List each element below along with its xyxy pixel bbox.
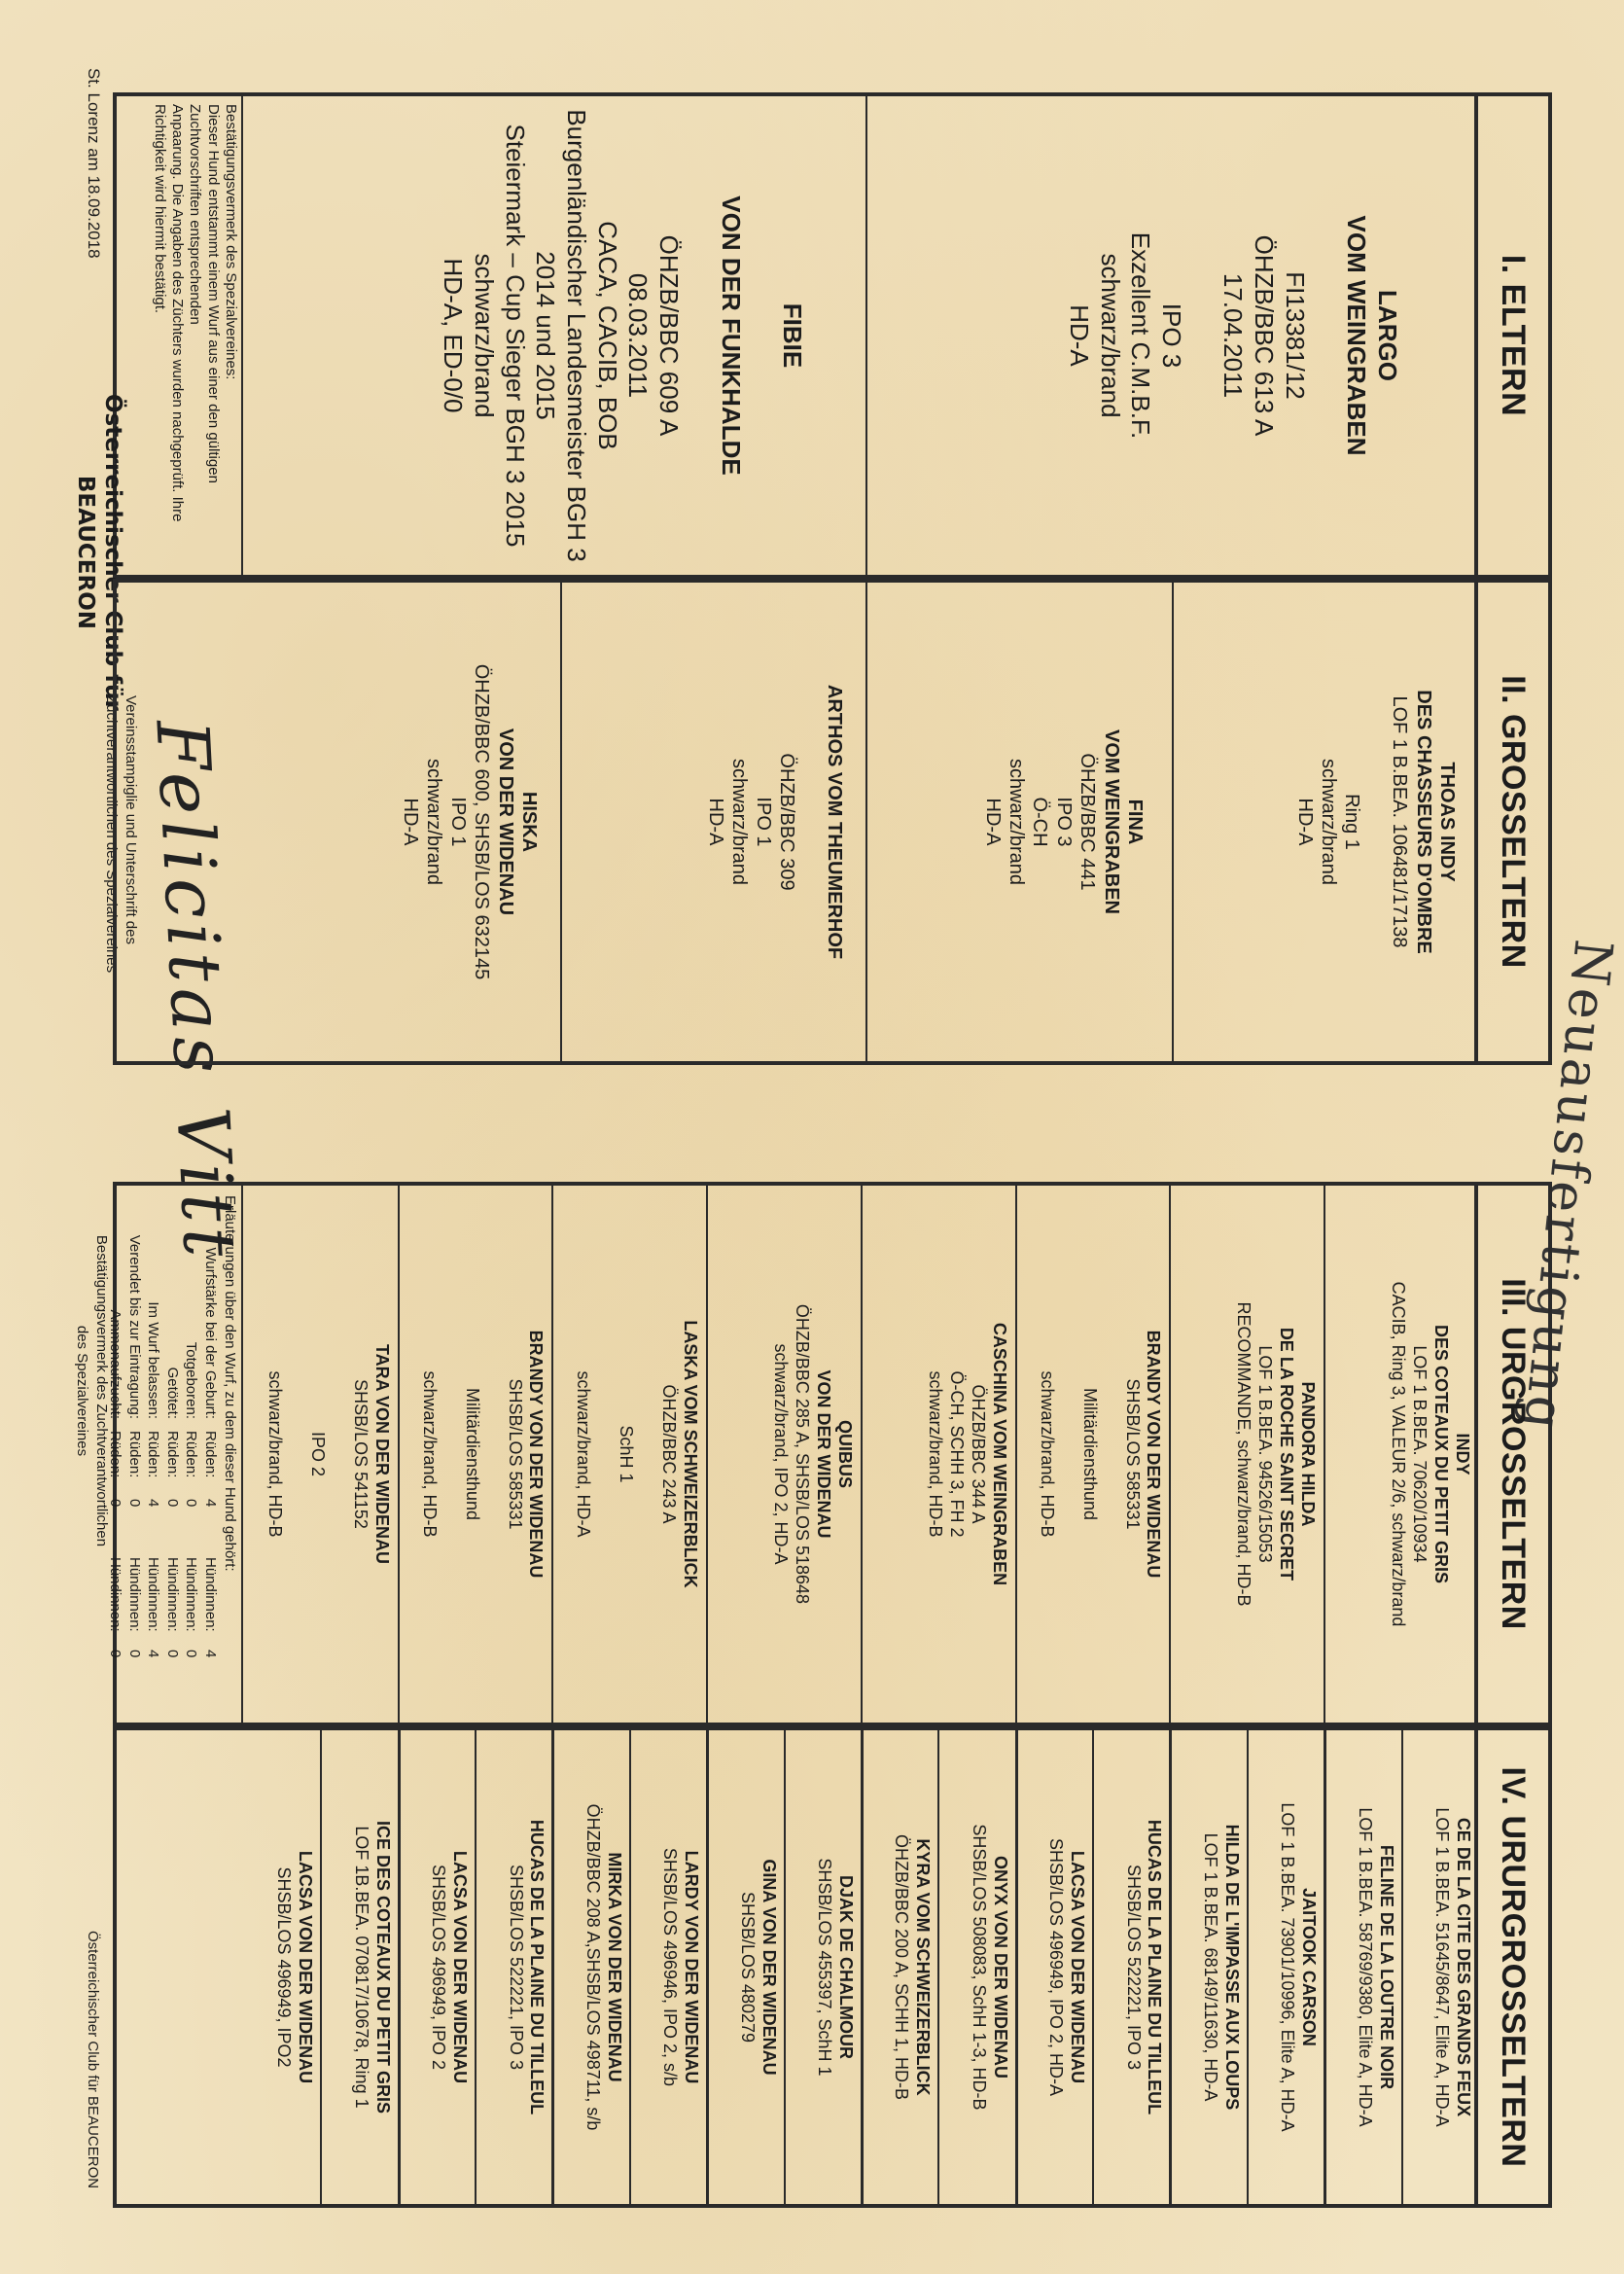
great-grandparent-line: schwarz/brand, IPO 2, HD-A [771,1343,792,1565]
great-great-grandparent-line: SHSB/LOS 508083, SchH 1-3, HD-B [969,1824,989,2111]
grandparent-line: FINA [1124,799,1146,845]
sire-line: FI13381/12 [1280,271,1310,400]
grandparent-line [1363,583,1387,1061]
sire-line: 17.04.2011 [1218,272,1249,399]
grandparent-line: schwarz/brand [1006,758,1028,886]
great-grandparent-line [636,1186,657,1723]
grandparent-line: DES CHASSEURS D'OMBRE [1412,690,1434,954]
litter-cell: 0 [107,1499,124,1508]
great-great-grandparent-line: ICE DES COTEAUX DU PETIT GRIS [372,1820,393,2114]
great-great-grandparent-line: LACSA VON DER WIDENAU [450,1850,471,2084]
litter-row [124,1195,144,1713]
great-great-grandparent-cell [1401,1730,1478,2204]
great-great-grandparent-details [736,1730,779,2204]
grandparent-3-details [704,583,846,1061]
great-grandparent-line: CACIB, Ring 3, VALEUR 2/6, schwarz/brand [1389,1281,1409,1627]
litter-cell: Hündinnen: [201,1557,219,1632]
dam-line: FIBIE [778,302,807,369]
great-great-grandparent-line: LOF 1B.BEA. 070817/10678, Ring 1 [351,1826,371,2109]
great-great-grandparent-cell [861,1730,937,2204]
great-great-grandparent-cell [243,1730,320,2204]
litter-cell: Hündinnen: [145,1557,162,1632]
grandparent-line: ÖHZB/BBC 441 [1077,753,1099,891]
grandparent-line: Ö-CH [1029,797,1051,847]
litter-row [162,1195,182,1713]
great-great-grandparent-cell [398,1730,475,2204]
great-great-grandparent-details [1044,1730,1087,2204]
great-great-grandparent-line: SHSB/LOS 496946, IPO 2, s/b [660,1847,681,2087]
great-great-grandparent-details [658,1730,701,2204]
great-grandparent-line: LOF 1 B.BEA. 70620/10934 [1410,1345,1430,1563]
great-grandparent-line: schwarz/brand, HD-B [1037,1370,1057,1538]
dam-line: schwarz/brand [469,253,499,418]
great-great-grandparent-details [505,1730,547,2204]
sire-line: LARGO [1373,290,1402,381]
great-grandparent-line [328,1186,349,1723]
great-grandparent-line: ÖHZB/BBC 243 A [659,1384,680,1524]
great-grandparent-line: schwarz/brand, HD-B [265,1370,285,1538]
great-grandparent-line: CASCHINA VOM WEINGRABEN [989,1322,1009,1586]
sire-box [865,96,1478,575]
great-grandparent-line: BRANDY VON DER WIDENAU [1144,1330,1164,1579]
stamp-caption-line-1: Vereinsstampiglie und Unterschrift des [123,695,139,944]
dam-line: 2014 und 2015 [531,251,561,420]
grandparent-line: IPO 3 [1052,797,1075,847]
grandparent-line: IPO 1 [752,797,774,847]
great-grandparent-line: SHSB/LOS 585331 [505,1378,525,1530]
great-great-grandparent-line: LOF 1 B.BEA. 58769/9380, Elite A, HD-A [1355,1807,1375,2127]
great-great-grandparents-header: IV. URURGROSSELTERN [1474,1730,1548,2204]
confirmation-text [151,104,239,567]
great-grandparent-line: BRANDY VON DER WIDENAU [526,1330,547,1579]
dam-line: 08.03.2011 [623,272,653,399]
great-grandparent-line: LOF 1 B.BEA. 94526/15053 [1255,1345,1276,1563]
great-great-grandparent-line: KYRA VOM SCHWEIZERBLICK [913,1838,934,2096]
litter-cell: 4 [201,1650,219,1658]
great-great-grandparent-details [1199,1730,1242,2204]
great-grandparent-line: INDY [1453,1433,1472,1475]
grandparent-line: HD-A [981,798,1004,846]
great-great-grandparent-details [813,1730,856,2204]
great-great-grandparent-line: LOF 1 B.BEA. 73901/10996, Elite A, HD-A [1278,1802,1298,2132]
litter-cell: 0 [183,1499,200,1508]
great-great-grandparent-cell [937,1730,1014,2204]
great-great-grandparent-details [890,1730,933,2204]
litter-title: Erläuterungen über den Wurf, zu dem dieser Hund gehört: [222,1195,238,1572]
litter-cell: Rüden: [201,1431,219,1478]
great-great-grandparent-line: CE DE LA CITE DES GRANDS FEUX [1454,1817,1473,2117]
grandparent-line: ARTHOS VOM THEUMERHOF [824,684,845,960]
great-grandparent-line [285,1186,306,1723]
great-great-grandparent-line: LACSA VON DER WIDENAU [1068,1850,1088,2084]
great-grandparent-line: DE LA ROCHE SAINT SECRET [1277,1327,1297,1581]
great-great-grandparent-line: HILDA DE L'IMPASSE AUX LOUPS [1221,1824,1242,2111]
great-great-grandparent-cell [475,1730,551,2204]
great-great-grandparent-details [427,1730,470,2204]
great-grandparent-cell [243,1186,398,1723]
great-grandparent-line: ÖHZB/BBC 344 A [968,1384,988,1524]
great-great-grandparent-cell [552,1730,629,2204]
confirmation-line: Anpaarung. Die Angaben des Züchters wurden nachgeprüft. Ihre Richtigkeit wird hiermit bestätigt. [151,104,187,522]
litter-cell: 0 [163,1499,181,1508]
litter-cell: 4 [201,1499,219,1508]
grandparent-line: schwarz/brand [1318,758,1340,886]
great-grandparents-column [107,1182,1552,1726]
great-great-grandparent-details [1430,1730,1473,2204]
grandparent-cell-4 [243,583,560,1061]
club-footer: Österreichischer Club für BEAUCERON [85,1931,101,2189]
great-great-grandparent-line: SHSB/LOS 522221, IPO 3 [1123,1864,1144,2071]
litter-cell: 0 [125,1650,143,1658]
grandparent-line: HD-A [400,798,422,846]
litter-cell: Rüden: [183,1431,200,1478]
great-grandparent-details [1036,1186,1164,1723]
signature: Felicitas Vitt [139,718,252,1265]
great-great-grandparent-line: HUCAS DE LA PLAINE DU TILLEUL [527,1819,547,2115]
sire-line: Exzellent C.M.B.F. [1126,231,1156,440]
great-great-grandparent-line: JAITOOK CARSON [1299,1888,1320,2046]
sire-line [1310,96,1341,575]
great-great-grandparent-line: LACSA VON DER WIDENAU [296,1850,316,2084]
great-grandparent-line: Ö-CH, SCHH 3, FH 2 [946,1370,967,1538]
confirmation-block [126,96,243,575]
litter-row [182,1195,201,1713]
great-grandparent-details [769,1186,855,1723]
litter-cell: Rüden: [107,1431,124,1478]
great-grandparent-line: SHSB/LOS 541152 [350,1379,371,1529]
parents-header: I. ELTERN [1474,96,1548,575]
dam-line: HD-A, ED-0/0 [439,258,469,413]
litter-cell: 0 [107,1650,124,1658]
litter-cell: Totgeboren: [183,1341,200,1419]
great-grandparent-line: Militärdiensthund [462,1387,482,1521]
grandparents-column [113,579,1552,1065]
great-grandparent-cell [552,1186,707,1723]
great-great-grandparent-details [1276,1730,1319,2204]
grandparent-4-details [399,583,541,1061]
litter-cell: 0 [163,1650,181,1658]
great-grandparent-line: SHSB/LOS 585331 [1122,1378,1143,1530]
grandparent-cell-1 [1172,583,1478,1061]
litter-row [200,1195,220,1713]
litter-cell: Hündinnen: [107,1557,124,1632]
great-grandparent-details [573,1186,701,1723]
great-great-grandparent-cell [1015,1730,1092,2204]
grandparent-line [798,583,822,1061]
dam-line: VON DER FUNKHALDE [716,195,746,476]
great-grandparent-line: SchH 1 [617,1425,637,1483]
litter-cell: Rüden: [145,1431,162,1478]
great-great-grandparent-cell [1092,1730,1169,2204]
litter-row [144,1195,163,1713]
great-great-grandparent-details [1122,1730,1165,2204]
grandparent-line: HISKA [518,791,540,853]
great-great-grandparent-details [582,1730,624,2204]
great-grandparent-line: schwarz/brand, HD-A [574,1370,594,1538]
great-great-grandparent-line: ÖHZB/BBC 200 A, SCHH 1, HD-B [892,1833,912,2101]
great-great-grandparent-details [1354,1730,1396,2204]
great-grandparent-line [1100,1186,1121,1723]
litter-cell: 4 [145,1499,162,1508]
great-grandparent-cell [861,1186,1015,1723]
breeding-confirmation [72,1206,112,1576]
great-great-grandparent-cell [1247,1730,1324,2204]
great-great-grandparent-line: MIRKA VON DER WIDENAU [604,1852,624,2082]
great-great-grandparent-details [968,1730,1010,2204]
great-great-grandparent-line: DJAK DE CHALMOUR [836,1875,856,2059]
great-grandparent-cell [398,1186,552,1723]
great-grandparent-line: IPO 2 [307,1431,328,1477]
great-great-grandparent-cell [1324,1730,1400,2204]
great-great-grandparent-cell [629,1730,706,2204]
confirmation-line: Dieser Hund entstammt einem Wurf aus einer den gültigen Zuchtvorschriften entsprechenden [187,104,222,483]
great-great-grandparents-column [113,1726,1552,2208]
grandparents-header: II. GROSSELTERN [1474,583,1548,1061]
dam-line: ÖHZB/BBC 609 A [654,234,685,437]
great-great-grandparent-line: ONYX VON DER WIDENAU [990,1855,1010,2079]
great-great-grandparent-cell [784,1730,861,2204]
great-grandparent-cell [706,1186,861,1723]
dam-line: Burgenländischer Landesmeister BGH 3 [561,109,591,562]
sire-line: schwarz/brand [1095,253,1125,418]
litter-cell: Wurfstärke bei der Geburt: [201,1247,219,1419]
reissue-note: Neuausfertigung [1511,937,1624,1436]
great-grandparent-details [1387,1186,1472,1723]
grandparent-line: ÖHZB/BBC 309 [776,753,798,891]
grandparent-cell-2 [865,583,1172,1061]
great-great-grandparent-line: LARDY VON DER WIDENAU [682,1850,702,2084]
great-grandparent-line: schwarz/brand, HD-B [925,1370,945,1538]
grandparent-line: VOM WEINGRABEN [1100,729,1122,914]
sire-line: HD-A [1064,304,1094,367]
great-grandparent-details [264,1186,392,1723]
confirmation-line: Bestätigungsvermerk des Spezialvereines: [223,104,239,380]
litter-cell: Hündinnen: [183,1557,200,1632]
litter-cell: Im Wurf belassen: [145,1301,162,1419]
great-grandparent-line: DES COTEAUX DU PETIT GRIS [1431,1324,1452,1584]
great-grandparent-line [593,1186,615,1723]
sire-line [1186,96,1218,575]
grandparent-line: THOAS INDY [1436,762,1458,882]
litter-cell: Ammenaufzucht: [107,1309,124,1419]
great-great-grandparent-line: SHSB/LOS 496949, IPO2 [274,1866,295,2068]
grandparent-line: IPO 1 [446,797,469,847]
great-grandparent-details [924,1186,1009,1723]
litter-cell: Hündinnen: [163,1557,181,1632]
litter-cell: 0 [183,1650,200,1658]
sire-line: ÖHZB/BBC 613 A [1250,234,1280,437]
grandparent-2-details [980,583,1147,1061]
stamp-caption-line-2: Zuchtverantwortlichen des Spezialvereines [102,695,120,974]
grandparent-line: ÖHZB/BBC 600, SHSB/LOS 632145 [471,663,493,980]
litter-cell: Rüden: [125,1431,143,1478]
great-grandparents-header: III. URGROSSELTERN [1474,1186,1548,1723]
great-grandparent-line: PANDORA HILDA [1298,1381,1319,1527]
grandparent-line: LOF 1 B.BEA. 106481/17138 [1389,695,1411,948]
great-grandparent-details [1232,1186,1318,1723]
parents-column [113,92,1552,579]
great-great-grandparent-line: SHSB/LOS 455397, SchH 1 [815,1858,835,2077]
great-grandparent-line: Militärdiensthund [1079,1387,1100,1521]
great-great-grandparent-line: SHSB/LOS 480279 [737,1891,758,2043]
great-great-grandparent-line: LOF 1 B.BEA. 68149/11630, HD-A [1200,1832,1220,2102]
great-great-grandparent-cell [320,1730,397,2204]
great-great-grandparent-line: SHSB/LOS 496949, IPO 2, HD-A [1046,1837,1067,2097]
great-great-grandparent-line: HUCAS DE LA PLAINE DU TILLEUL [1145,1819,1165,2115]
dam-box [243,96,865,575]
great-grandparent-line: QUIBUS [835,1419,855,1488]
litter-info [109,1186,243,1723]
great-great-grandparent-line: FELINE DE LA LOUTRE NOIR [1376,1844,1396,2090]
grandparent-line: VON DER WIDENAU [494,728,516,916]
sire-details [1063,96,1402,575]
dam-line: CACA, CACIB, BOB [592,221,622,450]
dam-details [437,96,807,575]
great-grandparent-line: LASKA VOM SCHWEIZERBLICK [681,1320,701,1588]
great-grandparent-cell [1324,1186,1478,1723]
great-great-grandparent-details [272,1730,315,2204]
grandparent-line: schwarz/brand [423,758,445,886]
great-grandparent-line: TARA VON DER WIDENAU [371,1344,392,1564]
litter-cell: Getötet: [163,1367,181,1419]
litter-cell: Hündinnen: [125,1557,143,1632]
club-line-1: Österreichischer Club für [100,394,125,711]
great-great-grandparent-line: LOF 1 B.BEA. 51645/8647, Elite A, HD-A [1432,1807,1453,2127]
grandparent-cell-3 [560,583,865,1061]
great-grandparent-line: schwarz/brand, HD-B [419,1370,440,1538]
great-grandparent-details [418,1186,547,1723]
great-great-grandparent-line: ÖHZB/BBC 208 A,SHSB/LOS 498711, s/b [583,1803,603,2131]
great-great-grandparent-cell [706,1730,783,2204]
grandparent-1-details [1292,583,1459,1061]
grandparent-line: HD-A [705,798,727,846]
great-great-grandparent-line: GINA VON DER WIDENAU [759,1859,779,2076]
great-grandparent-line [1057,1186,1078,1723]
sire-line: VOM WEINGRABEN [1342,215,1372,456]
litter-cell: Verendet bis zur Eintragung: [125,1234,143,1419]
great-grandparent-line: VON DER WIDENAU [814,1369,834,1539]
grandparent-line: Ring 1 [1341,794,1363,850]
great-great-grandparent-cell [1170,1730,1247,2204]
dam-line [684,96,715,575]
club-line-2: BEAUCERON [73,475,99,629]
litter-cell: 0 [125,1499,143,1508]
grandparent-line: HD-A [1293,798,1316,846]
great-great-grandparent-details [350,1730,393,2204]
great-great-grandparent-line: SHSB/LOS 496949, IPO 2 [429,1864,449,2071]
dam-line: Steiermark – Cup Sieger BGH 3 2015 [500,124,530,548]
great-grandparent-line: ÖHZB/BBC 285 A, SHSB/LOS 518648 [793,1303,813,1605]
great-grandparent-cell [1015,1186,1170,1723]
sire-line: IPO 3 [1156,302,1186,369]
great-grandparent-line [440,1186,461,1723]
great-great-grandparent-line: SHSB/LOS 522221, IPO 3 [506,1864,526,2071]
litter-table [106,1195,220,1713]
breeding-confirmation-line-1: Bestätigungsvermerk des Zuchtverantwortlichen [93,1234,110,1547]
great-grandparent-cell [1170,1186,1324,1723]
litter-cell: Rüden: [163,1431,181,1478]
great-grandparent-line: RECOMMANDE, schwarz/brand, HD-B [1234,1301,1254,1607]
grandparent-line: schwarz/brand [728,758,751,886]
dam-line [746,96,777,575]
breeding-confirmation-line-2: des Spezialvereines [73,1325,90,1457]
place-date: St. Lorenz am 18.09.2018 [85,68,103,259]
litter-cell: 4 [145,1650,162,1658]
great-grandparent-line [482,1186,504,1723]
